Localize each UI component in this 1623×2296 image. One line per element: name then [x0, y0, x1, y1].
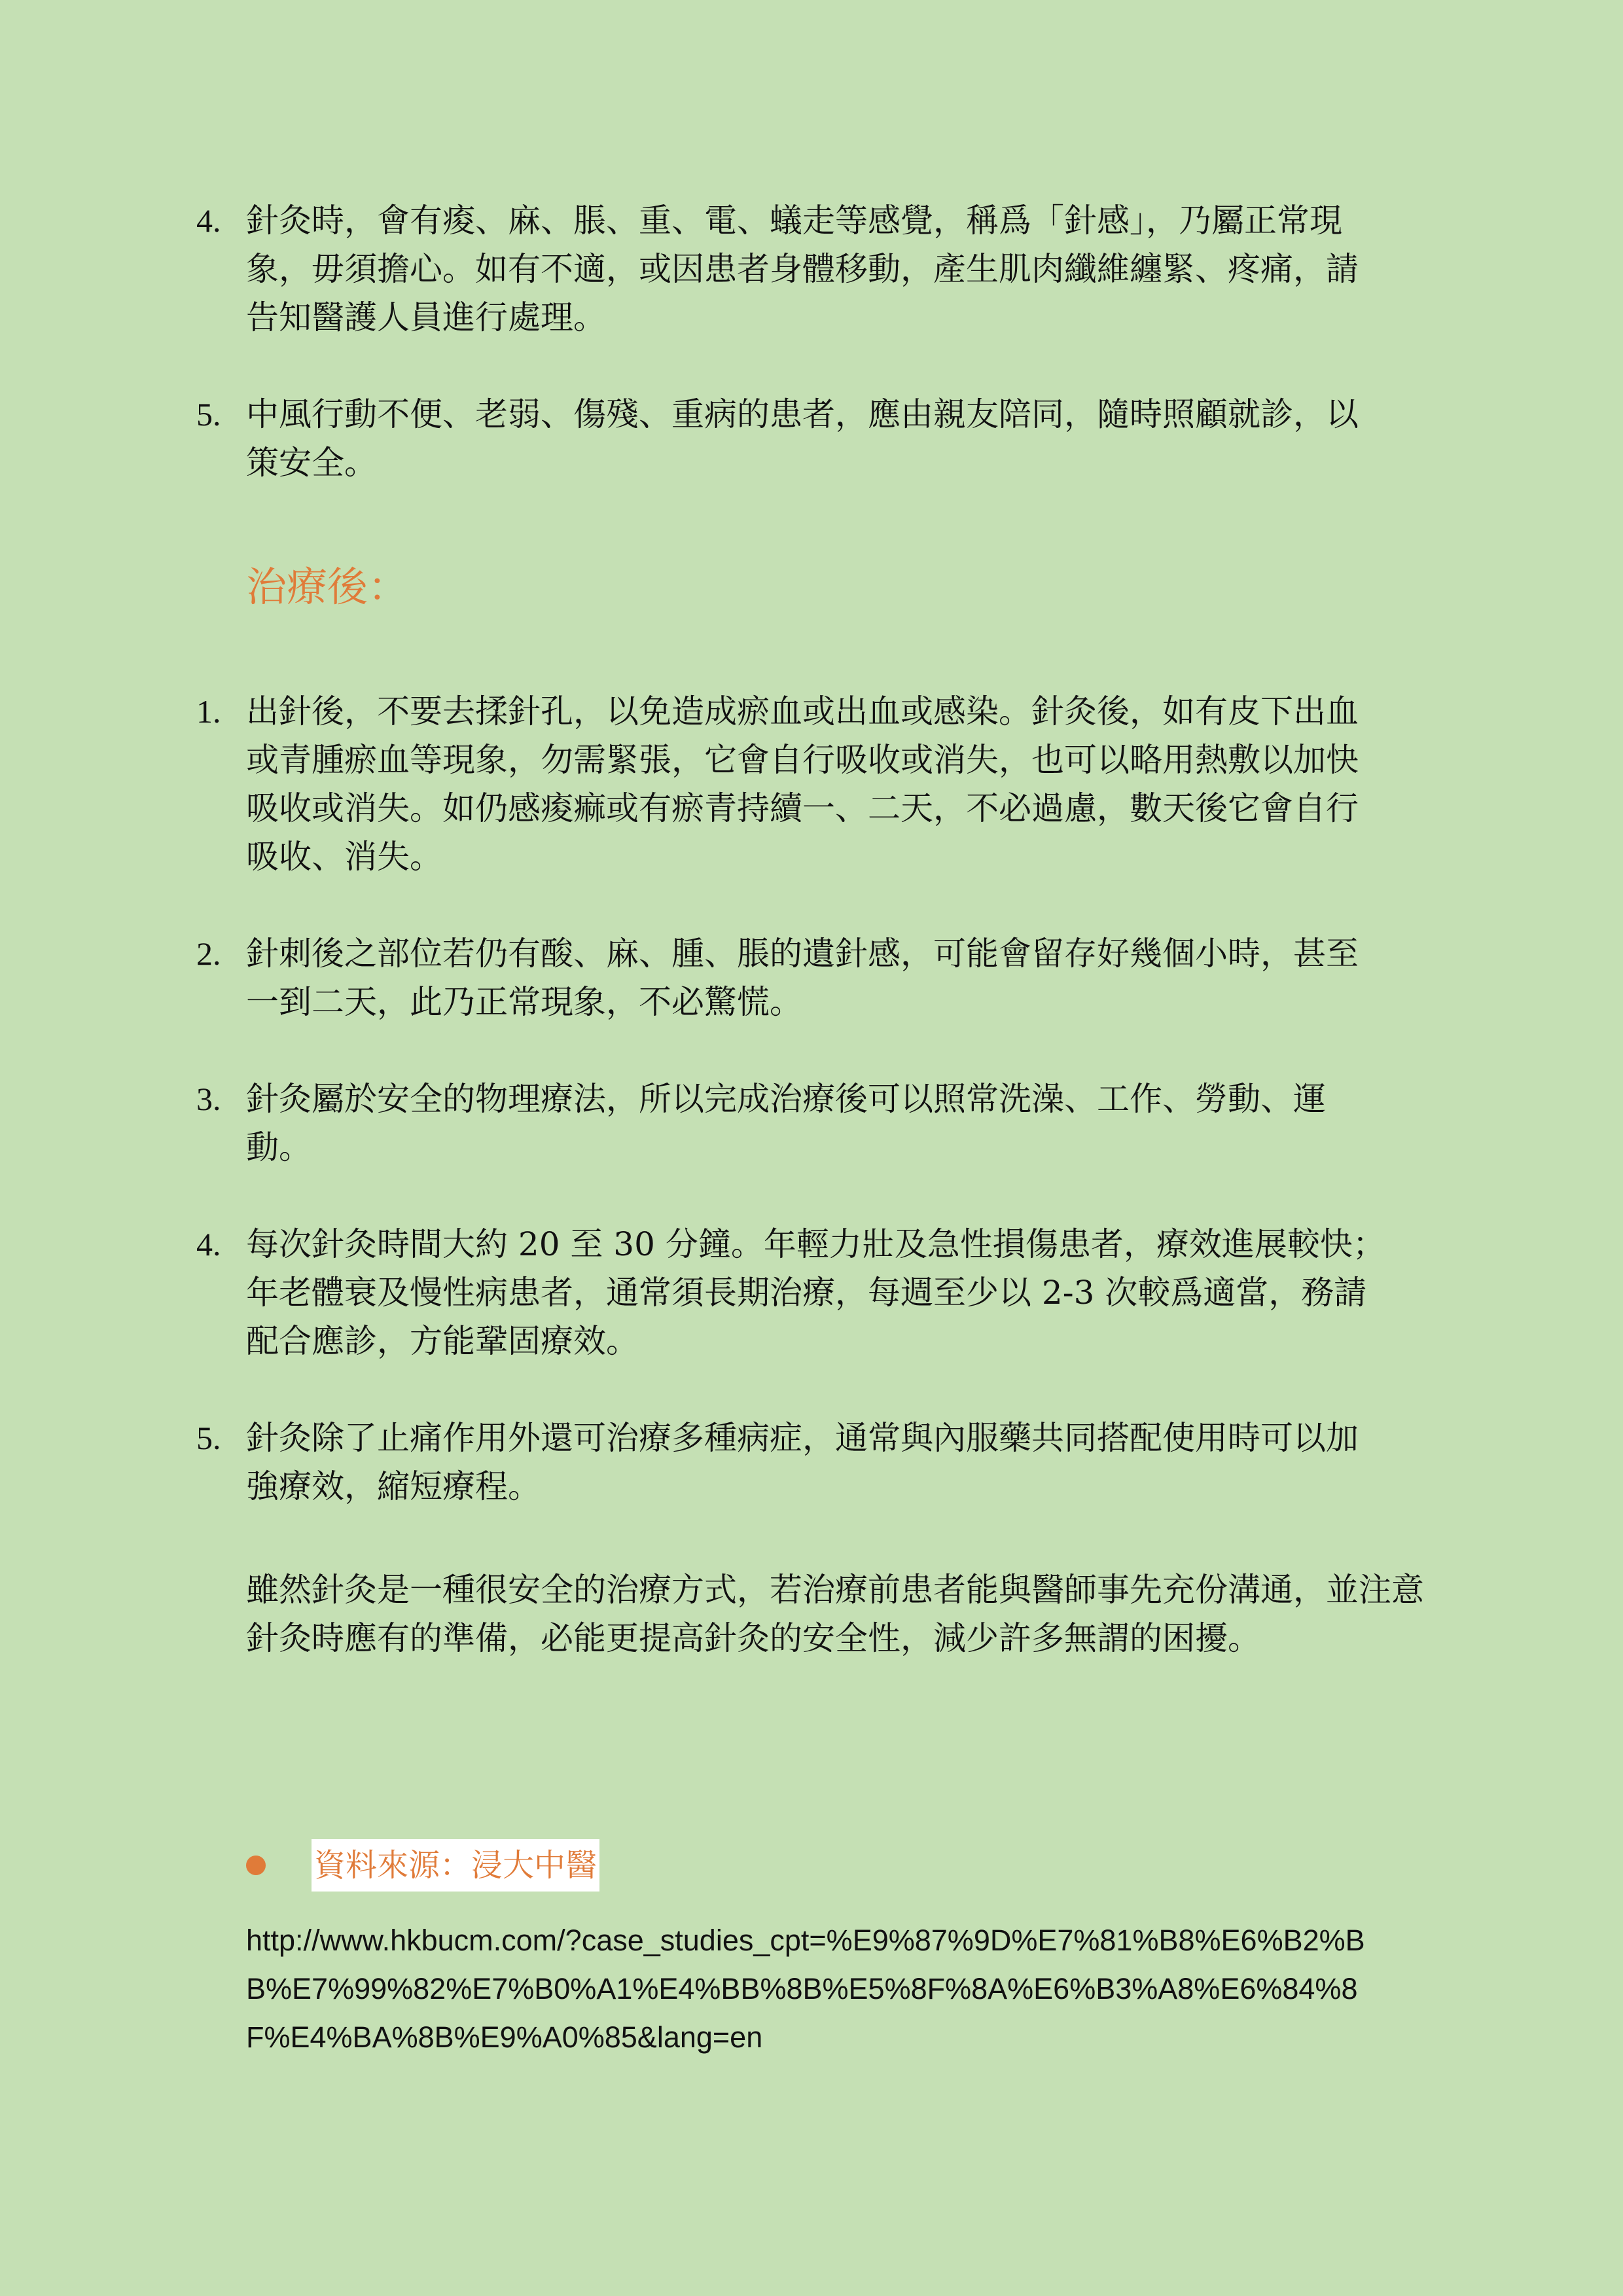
list-item [196, 929, 1387, 1026]
list-text: 針灸除了止痛作用外還可治療多種病症，通常與內服藥共同搭配使用時可以加強療效，縮短療程。 [246, 1419, 1359, 1505]
list-item [196, 1414, 1387, 1511]
list-number: 2. [196, 935, 221, 972]
list-number: 5. [196, 396, 221, 433]
bullet-icon [246, 1856, 266, 1875]
list-number: 5. [196, 1420, 221, 1456]
list-number: 4. [196, 1226, 221, 1263]
list-text: 出針後，不要去揉針孔，以免造成瘀血或出血或感染。針灸後，如有皮下出血或青腫瘀血等現象，勿需緊張，它會自行吸收或消失，也可以略用熱敷以加快吸收或消失。如仍感痠痲或有瘀青持續一、二天，不必過慮，數天後它會自行吸收、消失。 [246, 692, 1359, 876]
list-number: 4. [196, 202, 221, 239]
list-number: 3. [196, 1081, 221, 1117]
list-item [196, 1220, 1387, 1365]
section-heading-after-treatment: 治療後： [246, 563, 409, 611]
list-item [196, 196, 1387, 342]
after-treatment-list [196, 687, 1387, 1511]
list-number: 1. [196, 693, 221, 730]
list-text: 針刺後之部位若仍有酸、麻、腫、脹的遺針感，可能會留存好幾個小時，甚至一到二天，此乃正常現象，不必驚慌。 [246, 935, 1359, 1021]
list-text: 針灸時，會有痠、麻、脹、重、電、蟻走等感覺，稱爲「針感」，乃屬正常現象，毋須擔心。如有不適，或因患者身體移動，產生肌肉纖維纏緊、疼痛，請告知醫護人員進行處理。 [246, 202, 1359, 336]
source-label: 資料來源：浸大中醫 [312, 1839, 599, 1892]
list-item [196, 687, 1387, 881]
before-treatment-list [196, 196, 1387, 487]
source-url: http://www.hkbucm.com/?case_studies_cpt=%E9%87%9D%E7%81%B8%E6%B2%BB%E7%99%82%E7%B0%A1%E4%BB%8B%E5%8F%8A%E6%B3%A8%E6%84%8F%E4%BA%8B%E9%A0%85&lang=en [246, 1924, 1365, 2054]
list-text: 中風行動不便、老弱、傷殘、重病的患者，應由親友陪同，隨時照顧就診，以策安全。 [246, 395, 1359, 482]
list-text: 每次針灸時間大約 20 至 30 分鐘。年輕力壯及急性損傷患者，療效進展較快；年老體衰及慢性病患者，通常須長期治療，每週至少以 2-3 次較爲適當，務請配合應診，方能鞏固療效。 [246, 1225, 1385, 1360]
source-line [246, 1838, 599, 1893]
list-text: 針灸屬於安全的物理療法，所以完成治療後可以照常洗澡、工作、勞動、運動。 [246, 1080, 1326, 1166]
closing-paragraph: 雖然針灸是一種很安全的治療方式，若治療前患者能與醫師事先充份溝通，並注意針灸時應有的準備，必能更提高針灸的安全性，減少許多無謂的困擾。 [246, 1571, 1424, 1657]
list-item [196, 390, 1387, 487]
list-item [196, 1075, 1387, 1172]
